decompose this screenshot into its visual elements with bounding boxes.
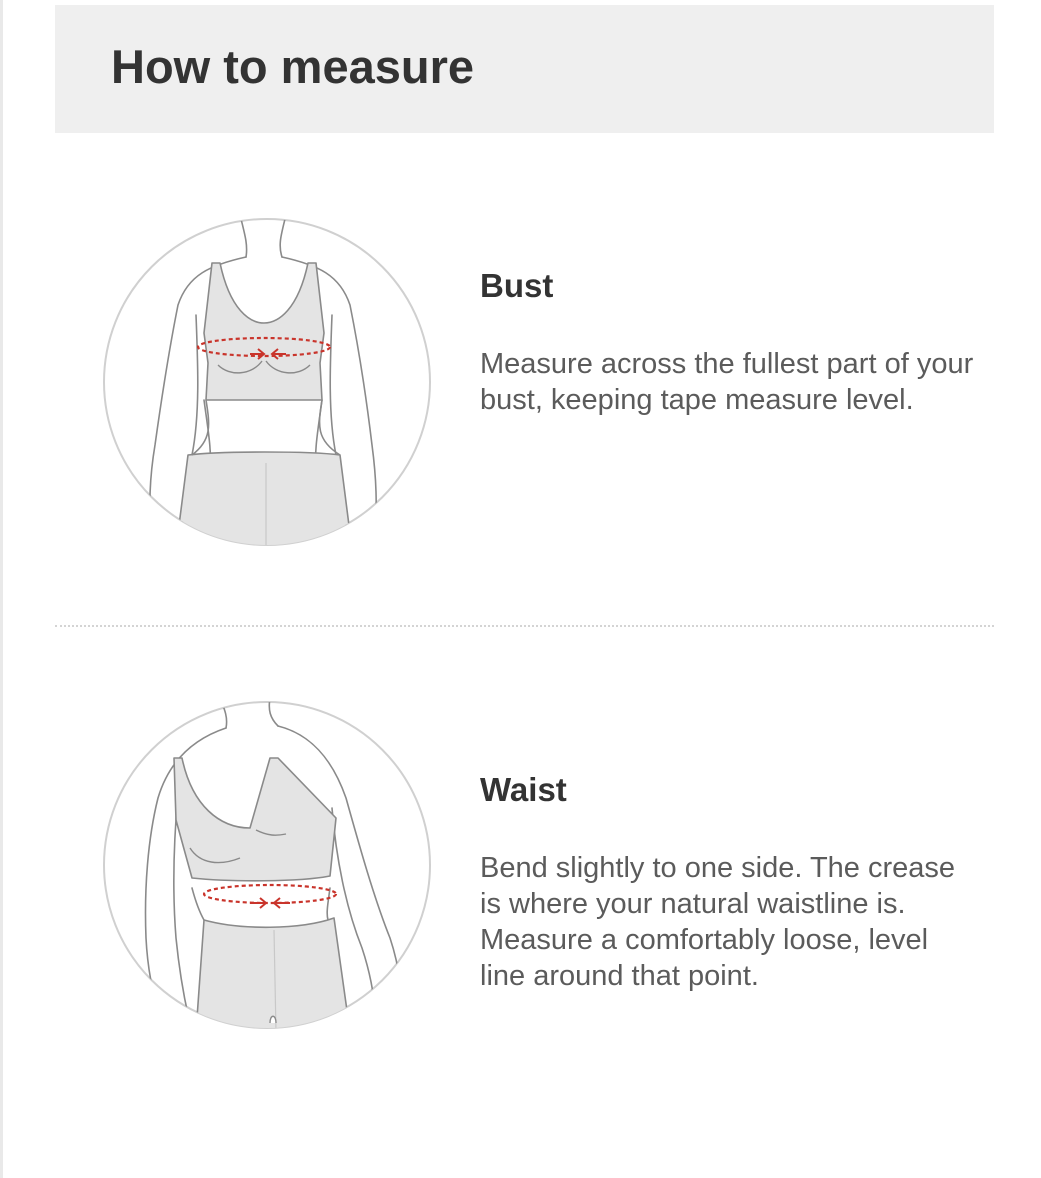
waist-title: Waist <box>480 771 567 808</box>
bust-title: Bust <box>480 267 554 304</box>
bust-measure-icon <box>100 215 434 549</box>
waist-measure-icon <box>100 698 434 1032</box>
waist-description: Bend slightly to one side. The crease is where your natural waistline is. Measure a comfortably loose, level line around that point. <box>480 852 956 992</box>
bust-description: Measure across the fullest part of your bust, keeping tape measure level. <box>480 348 974 416</box>
section-divider <box>55 625 994 627</box>
page-edge <box>0 0 3 1178</box>
header-banner <box>55 5 994 133</box>
page-title: How to measure <box>111 40 475 93</box>
